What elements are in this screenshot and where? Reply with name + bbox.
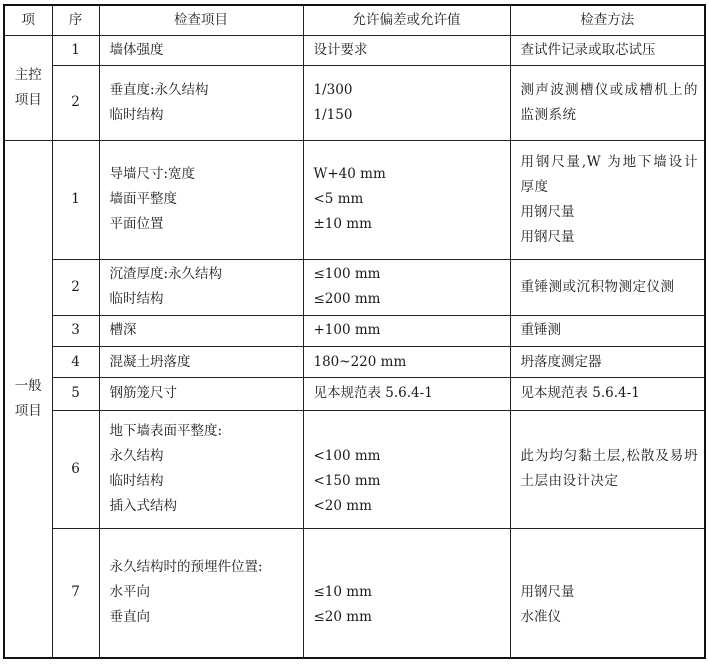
value-line: 1/300 xyxy=(313,81,353,98)
inspection-table xyxy=(3,4,706,659)
value-line xyxy=(314,555,504,580)
value-line: <150 mm xyxy=(313,473,381,490)
header-allowed-deviation: 允许偏差或允许值 xyxy=(303,5,510,35)
seq-cell: 3 xyxy=(52,315,99,346)
method-line: 水准仪 xyxy=(520,609,561,626)
value-line: <20 mm xyxy=(313,498,372,515)
table-row xyxy=(4,259,705,315)
seq-cell: 2 xyxy=(52,259,99,315)
table-row xyxy=(4,528,705,658)
item-line: 地下墙表面平整度: xyxy=(109,423,223,440)
header-item-category: 项 xyxy=(4,5,52,35)
table-row xyxy=(4,410,705,528)
table-row xyxy=(4,140,705,259)
item-line: 导墙尺寸:宽度 xyxy=(109,166,196,183)
seq-cell: 4 xyxy=(52,346,99,377)
method-line: 用钢尺量 xyxy=(520,584,575,601)
seq-cell: 7 xyxy=(52,528,99,658)
item-line: 槽深 xyxy=(109,322,137,339)
method-cell: 见本规范表 5.6.4-1 xyxy=(510,378,705,410)
header-row xyxy=(4,5,705,35)
method-cell: 重锤测 xyxy=(510,315,705,346)
value-cell xyxy=(303,35,510,65)
group-label-line: 项目 xyxy=(14,402,42,419)
value-cell xyxy=(303,378,510,410)
item-line: 临时结构 xyxy=(109,291,164,308)
item-cell xyxy=(99,346,303,377)
item-line: 混凝土坍落度 xyxy=(109,353,191,370)
item-cell xyxy=(99,410,303,528)
value-line: ≤100 mm xyxy=(313,266,381,283)
value-cell xyxy=(303,140,510,259)
method-line: 用钢尺量,W 为地下墙设计厚度 xyxy=(520,153,698,195)
value-cell xyxy=(303,259,510,315)
table-row xyxy=(4,35,705,65)
seq-cell: 5 xyxy=(52,378,99,410)
value-line: <5 mm xyxy=(313,191,364,208)
method-cell: 此为均匀黏土层,松散及易坍土层由设计决定 xyxy=(510,410,705,528)
value-line: ≤200 mm xyxy=(313,291,381,308)
value-cell xyxy=(303,65,510,140)
header-check-item: 检查项目 xyxy=(99,5,303,35)
item-line: 平面位置 xyxy=(109,216,164,233)
method-cell xyxy=(510,140,705,259)
item-line: 永久结构 xyxy=(109,448,164,465)
value-line: ≤10 mm xyxy=(313,584,372,601)
item-line: 钢筋笼尺寸 xyxy=(109,385,177,402)
table-row xyxy=(4,315,705,346)
method-line: 用钢尺量 xyxy=(520,228,575,245)
value-line: 180~220 mm xyxy=(313,353,407,370)
item-cell xyxy=(99,315,303,346)
item-line: 临时结构 xyxy=(109,106,164,123)
method-cell: 查试件记录或取芯试压 xyxy=(510,35,705,65)
value-line: +100 mm xyxy=(313,322,381,339)
item-line: 垂直度:永久结构 xyxy=(109,81,209,98)
method-cell: 测声波测槽仪或成槽机上的监测系统 xyxy=(510,65,705,140)
item-line: 墙体强度 xyxy=(109,41,164,58)
item-cell xyxy=(99,65,303,140)
method-line xyxy=(521,555,699,580)
item-cell xyxy=(99,259,303,315)
item-line: 临时结构 xyxy=(109,473,164,490)
item-line: 沉渣厚度:永久结构 xyxy=(109,266,223,283)
group-label-line: 主控 xyxy=(14,66,42,83)
seq-cell: 2 xyxy=(52,65,99,140)
group-general xyxy=(4,140,52,658)
item-line: 永久结构时的预埋件位置: xyxy=(109,559,263,576)
method-cell: 重锤测或沉积物测定仪测 xyxy=(510,259,705,315)
value-line: 设计要求 xyxy=(313,41,368,58)
item-line: 插入式结构 xyxy=(109,498,177,515)
value-line: ±10 mm xyxy=(313,216,372,233)
item-cell xyxy=(99,528,303,658)
value-line: W+40 mm xyxy=(313,166,386,183)
group-main-control xyxy=(4,35,52,140)
header-sequence: 序 xyxy=(52,5,99,35)
group-label-line: 项目 xyxy=(14,91,42,108)
value-line: ≤20 mm xyxy=(313,609,372,626)
table-row xyxy=(4,65,705,140)
value-cell xyxy=(303,315,510,346)
method-cell: 坍落度测定器 xyxy=(510,346,705,377)
value-cell xyxy=(303,410,510,528)
value-line: <100 mm xyxy=(313,448,381,465)
method-line: 用钢尺量 xyxy=(520,203,575,220)
value-line: 见本规范表 5.6.4-1 xyxy=(313,385,433,402)
item-cell xyxy=(99,378,303,410)
value-cell xyxy=(303,528,510,658)
group-label-line: 一般 xyxy=(14,377,42,394)
seq-cell: 1 xyxy=(52,35,99,65)
table-row xyxy=(4,346,705,377)
item-line: 垂直向 xyxy=(109,609,150,626)
value-cell xyxy=(303,346,510,377)
item-cell xyxy=(99,35,303,65)
table-row xyxy=(4,378,705,410)
header-check-method: 检查方法 xyxy=(510,5,705,35)
value-line: 1/150 xyxy=(313,106,353,123)
seq-cell: 6 xyxy=(52,410,99,528)
item-line: 墙面平整度 xyxy=(109,191,177,208)
value-line xyxy=(314,419,504,444)
seq-cell: 1 xyxy=(52,140,99,259)
method-cell xyxy=(510,528,705,658)
item-line: 水平向 xyxy=(109,584,150,601)
item-cell xyxy=(99,140,303,259)
